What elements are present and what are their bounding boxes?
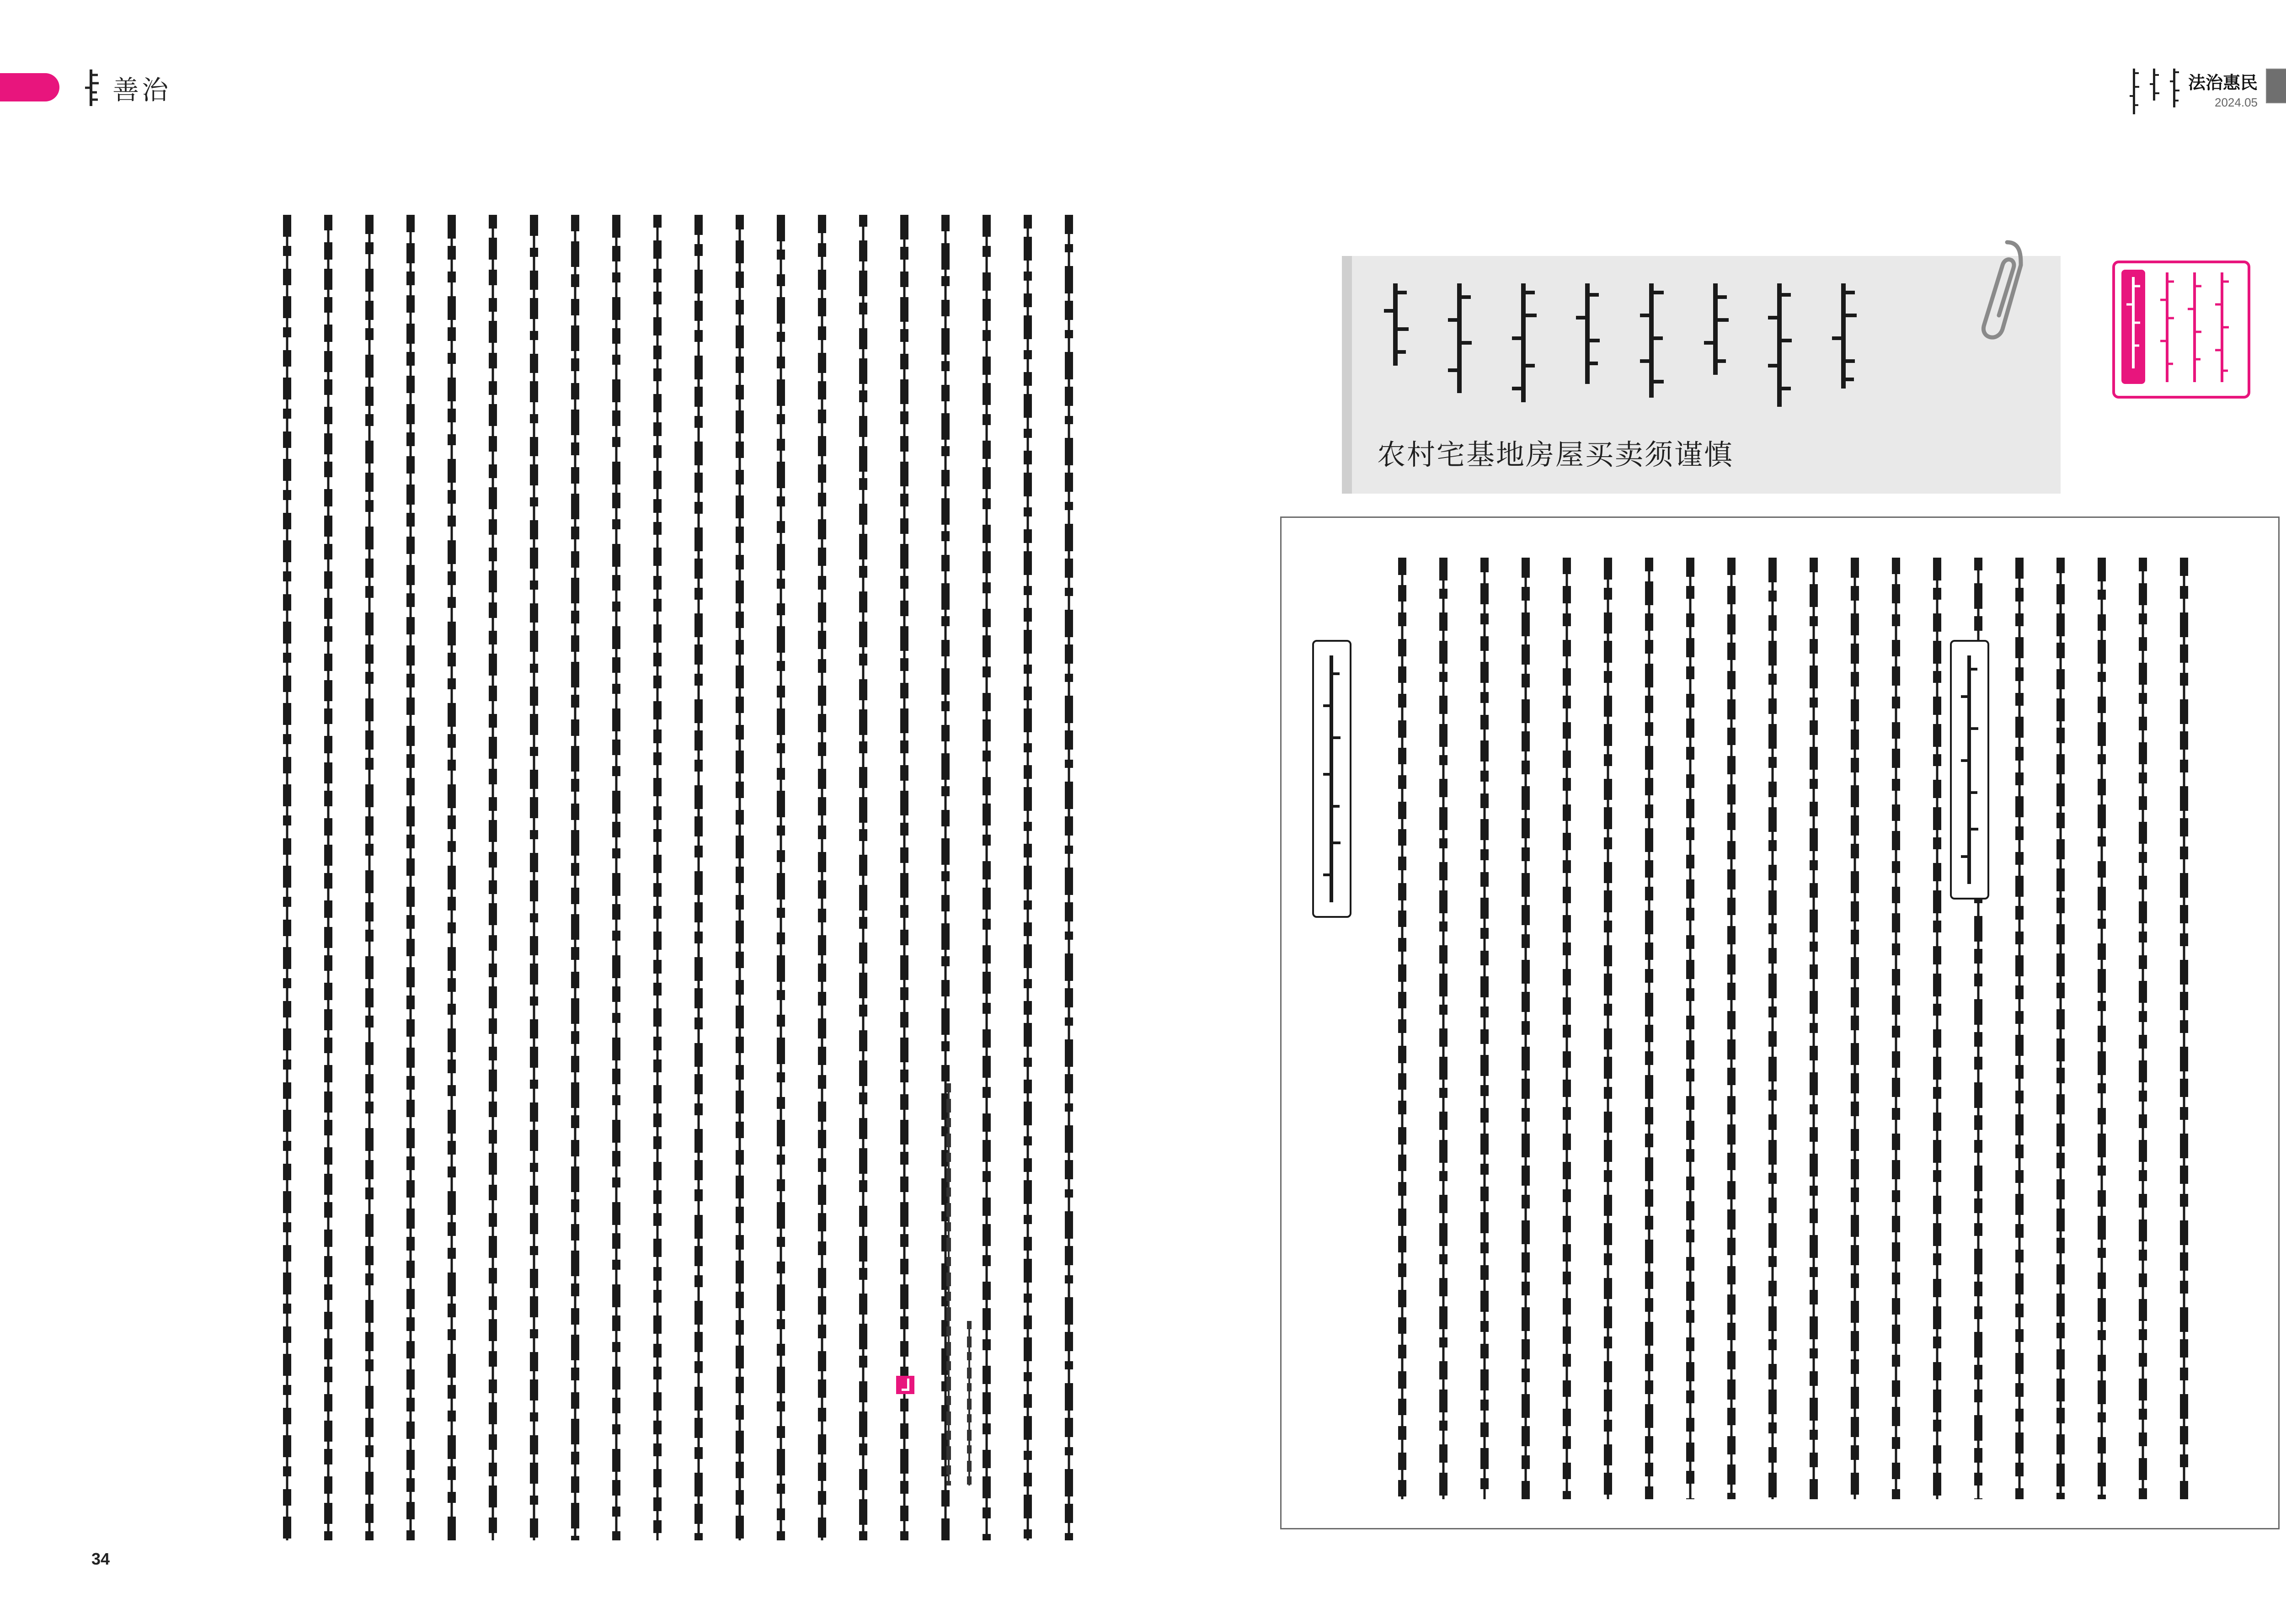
mongolian-script-glyph	[1840, 558, 1869, 1499]
mongolian-script-glyph	[2185, 272, 2205, 387]
text-column	[1717, 558, 1746, 1499]
text-column	[766, 215, 796, 1540]
text-column	[890, 215, 919, 1540]
mongolian-script-glyph	[396, 215, 425, 1540]
mongolian-script-glyph	[2005, 558, 2034, 1499]
mongolian-script-glyph	[1952, 642, 1987, 898]
mongolian-script-glyph	[602, 215, 631, 1540]
mongolian-script-glyph	[2212, 272, 2232, 387]
subheading-box	[1950, 640, 1989, 900]
mongolian-script-glyph	[2157, 272, 2177, 387]
mongolian-title	[1379, 283, 1859, 416]
logo-dark-block	[2267, 69, 2286, 102]
mongolian-script-glyph	[1758, 558, 1787, 1499]
source-note	[933, 1083, 983, 1486]
mongolian-script-glyph	[2128, 69, 2140, 114]
mongolian-script-glyph	[1676, 558, 1705, 1499]
text-column	[1593, 558, 1623, 1499]
right-body-columns	[1388, 558, 2199, 1499]
mongolian-script-glyph	[2046, 558, 2075, 1499]
text-column	[519, 215, 549, 1540]
mongolian-script-glyph	[1699, 283, 1731, 416]
text-column	[314, 215, 343, 1540]
text-column	[272, 215, 302, 1540]
text-column	[684, 215, 713, 1540]
text-column	[478, 215, 507, 1540]
section-color-tab	[0, 73, 59, 101]
magazine-logo	[2266, 69, 2286, 103]
paperclip-icon	[1975, 238, 2030, 343]
mongolian-script-glyph	[1881, 558, 1911, 1499]
article-title-panel	[1342, 256, 2061, 494]
text-column	[1470, 558, 1499, 1499]
section-heading	[80, 69, 171, 107]
mongolian-script-glyph	[80, 69, 101, 106]
text-column	[643, 215, 672, 1540]
mongolian-script-glyph	[2128, 558, 2158, 1499]
magazine-header	[2128, 69, 2286, 114]
mongolian-script-glyph	[1379, 283, 1411, 416]
mongolian-script-glyph	[684, 215, 713, 1540]
mongolian-script-glyph	[725, 215, 754, 1540]
issue-date: 2024.05	[2215, 96, 2258, 109]
text-column	[1054, 215, 1084, 1540]
text-column	[437, 215, 466, 1540]
text-column	[1429, 558, 1458, 1499]
text-column	[849, 215, 878, 1540]
mongolian-script-glyph	[1717, 558, 1746, 1499]
mongolian-script-glyph	[1593, 558, 1623, 1499]
text-column	[1799, 558, 1828, 1499]
mongolian-script-glyph	[2169, 558, 2199, 1499]
text-column	[396, 215, 425, 1540]
mongolian-script-glyph	[1013, 215, 1042, 1540]
mongolian-script-glyph	[1634, 558, 1664, 1499]
mongolian-script-glyph	[933, 1083, 983, 1486]
section-title: 善治	[112, 75, 171, 106]
mongolian-script-glyph	[1470, 558, 1499, 1499]
mongolian-script-glyph	[2123, 272, 2143, 387]
text-column	[1923, 558, 1952, 1499]
text-column	[1676, 558, 1705, 1499]
text-column	[561, 215, 590, 1540]
mongolian-script-glyph	[2087, 558, 2116, 1499]
mongolian-script-glyph	[849, 215, 878, 1540]
text-column	[1758, 558, 1787, 1499]
magazine-section-title: 法治惠民	[2188, 74, 2258, 93]
text-column	[2128, 558, 2158, 1499]
text-column	[1511, 558, 1540, 1499]
mongolian-script-glyph	[519, 215, 549, 1540]
mongolian-script-glyph	[1635, 283, 1667, 416]
text-column	[725, 215, 754, 1540]
article-title-chinese: 农村宅基地房屋买卖须谨慎	[1377, 438, 1734, 471]
mongolian-script-glyph	[1443, 283, 1475, 416]
mongolian-script-glyph	[2168, 69, 2180, 114]
mongolian-script-glyph	[1511, 558, 1540, 1499]
header-mongolian-title	[2128, 69, 2180, 114]
text-column	[602, 215, 631, 1540]
mongolian-script-glyph	[643, 215, 672, 1540]
mongolian-script-glyph	[272, 215, 302, 1540]
mongolian-script-glyph	[807, 215, 837, 1540]
mongolian-script-glyph	[355, 215, 384, 1540]
page-number: 34	[91, 1549, 110, 1568]
mongolian-script-glyph	[478, 215, 507, 1540]
text-column	[1881, 558, 1911, 1499]
header-title-block	[2188, 69, 2258, 110]
mongolian-script-glyph	[766, 215, 796, 1540]
author-note-box	[2112, 261, 2250, 399]
text-column	[807, 215, 837, 1540]
text-column	[2005, 558, 2034, 1499]
mongolian-script-glyph	[1054, 215, 1084, 1540]
mongolian-script-glyph	[314, 215, 343, 1540]
mongolian-script-glyph	[437, 215, 466, 1540]
mongolian-script-glyph	[1552, 558, 1581, 1499]
text-column	[1840, 558, 1869, 1499]
mongolian-script-glyph	[1507, 283, 1539, 416]
text-column	[1634, 558, 1664, 1499]
mongolian-script-glyph	[1763, 283, 1795, 416]
mongolian-script-glyph	[1923, 558, 1952, 1499]
mongolian-script-glyph	[1388, 558, 1417, 1499]
text-column	[2087, 558, 2116, 1499]
text-column	[355, 215, 384, 1540]
mongolian-script-glyph	[1799, 558, 1828, 1499]
subheading-box	[1312, 640, 1351, 918]
mongolian-script-glyph	[561, 215, 590, 1540]
text-column	[1388, 558, 1417, 1499]
mongolian-script-glyph	[890, 215, 919, 1540]
mongolian-script-glyph	[1827, 283, 1859, 416]
text-column	[1013, 215, 1042, 1540]
mongolian-script-glyph	[2148, 69, 2160, 114]
mongolian-script-glyph	[1429, 558, 1458, 1499]
text-column	[1552, 558, 1581, 1499]
mongolian-script-glyph	[1571, 283, 1603, 416]
article-end-mark	[896, 1376, 914, 1394]
mongolian-script-glyph	[1314, 642, 1350, 916]
text-column	[2169, 558, 2199, 1499]
text-column	[2046, 558, 2075, 1499]
